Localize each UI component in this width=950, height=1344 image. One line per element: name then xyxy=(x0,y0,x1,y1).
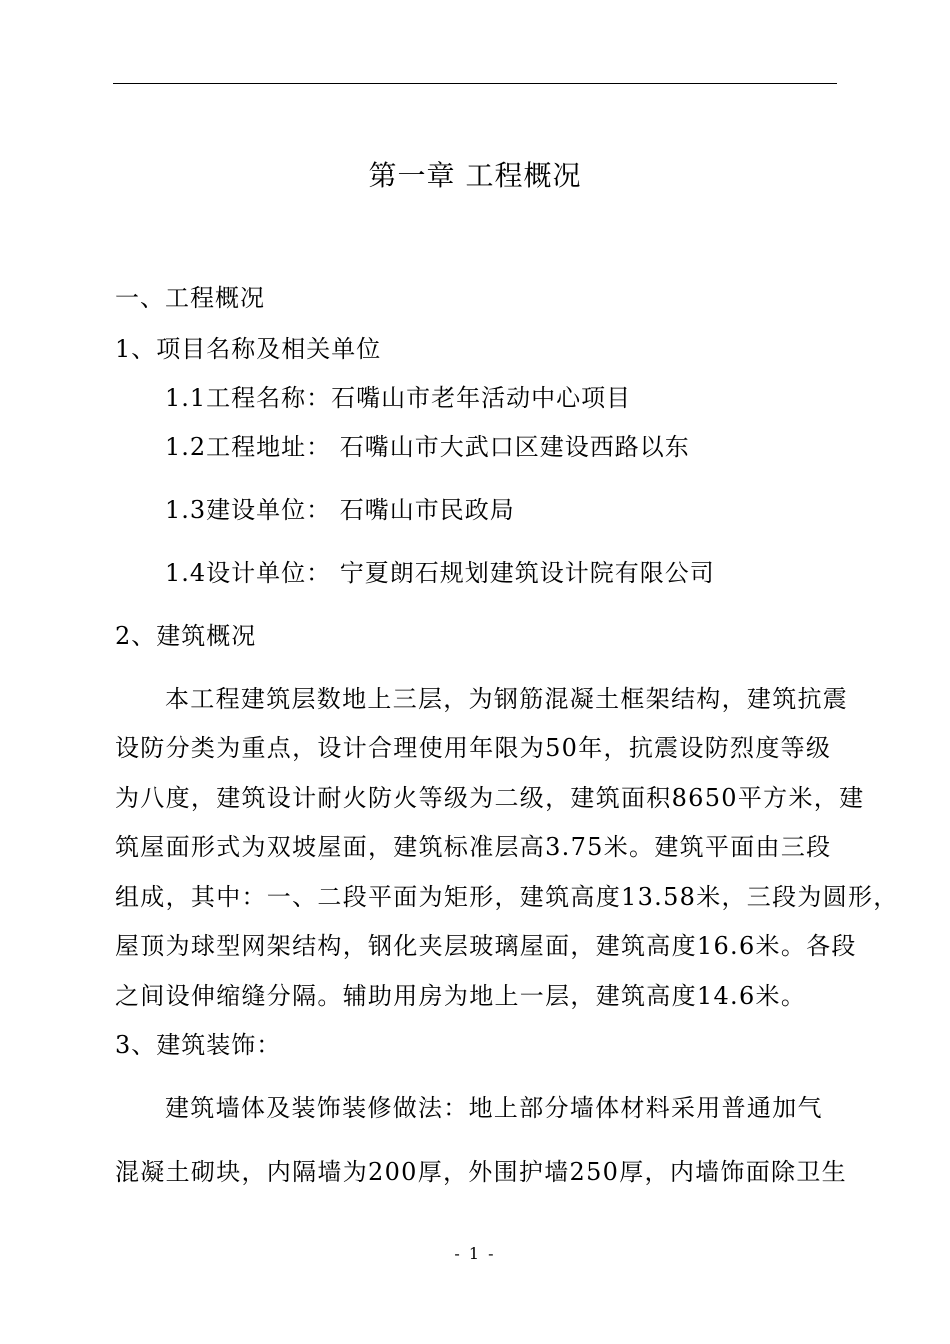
design-unit: 1.4设计单位： 宁夏朗石规划建筑设计院有限公司 xyxy=(165,559,715,587)
chapter-title: 第一章 工程概况 xyxy=(368,159,582,192)
paragraph-line: 之间设伸缩缝分隔。辅助用房为地上一层，建筑高度14.6米。 xyxy=(115,982,807,1010)
paragraph-line: 组成，其中：一、二段平面为矩形，建筑高度13.58米，三段为圆形， xyxy=(115,883,899,911)
project-name: 1.1工程名称：石嘴山市老年活动中心项目 xyxy=(165,384,632,412)
construction-unit: 1.3建设单位： 石嘴山市民政局 xyxy=(165,496,515,524)
paragraph-line: 为八度，建筑设计耐火防火等级为二级，建筑面积8650平方米，建 xyxy=(115,784,865,812)
header-rule xyxy=(113,83,837,84)
section-heading: 一、工程概况 xyxy=(115,284,265,312)
paragraph-line: 屋顶为球型网架结构，钢化夹层玻璃屋面，建筑高度16.6米。各段 xyxy=(115,932,857,960)
item-heading-2: 2、建筑概况 xyxy=(115,622,257,650)
project-address: 1.2工程地址： 石嘴山市大武口区建设西路以东 xyxy=(165,433,690,461)
item-heading-3: 3、建筑装饰： xyxy=(115,1031,282,1059)
page-number: - 1 - xyxy=(454,1244,496,1263)
paragraph-line: 建筑墙体及装饰装修做法：地上部分墙体材料采用普通加气 xyxy=(165,1094,823,1122)
paragraph-line: 本工程建筑层数地上三层，为钢筋混凝土框架结构，建筑抗震 xyxy=(165,685,849,713)
paragraph-line: 混凝土砌块，内隔墙为200厚，外围护墙250厚，内墙饰面除卫生 xyxy=(115,1158,847,1186)
item-heading-1: 1、项目名称及相关单位 xyxy=(115,335,382,363)
paragraph-line: 设防分类为重点，设计合理使用年限为50年，抗震设防烈度等级 xyxy=(115,734,832,762)
paragraph-line: 筑屋面形式为双坡屋面，建筑标准层高3.75米。建筑平面由三段 xyxy=(115,833,832,861)
